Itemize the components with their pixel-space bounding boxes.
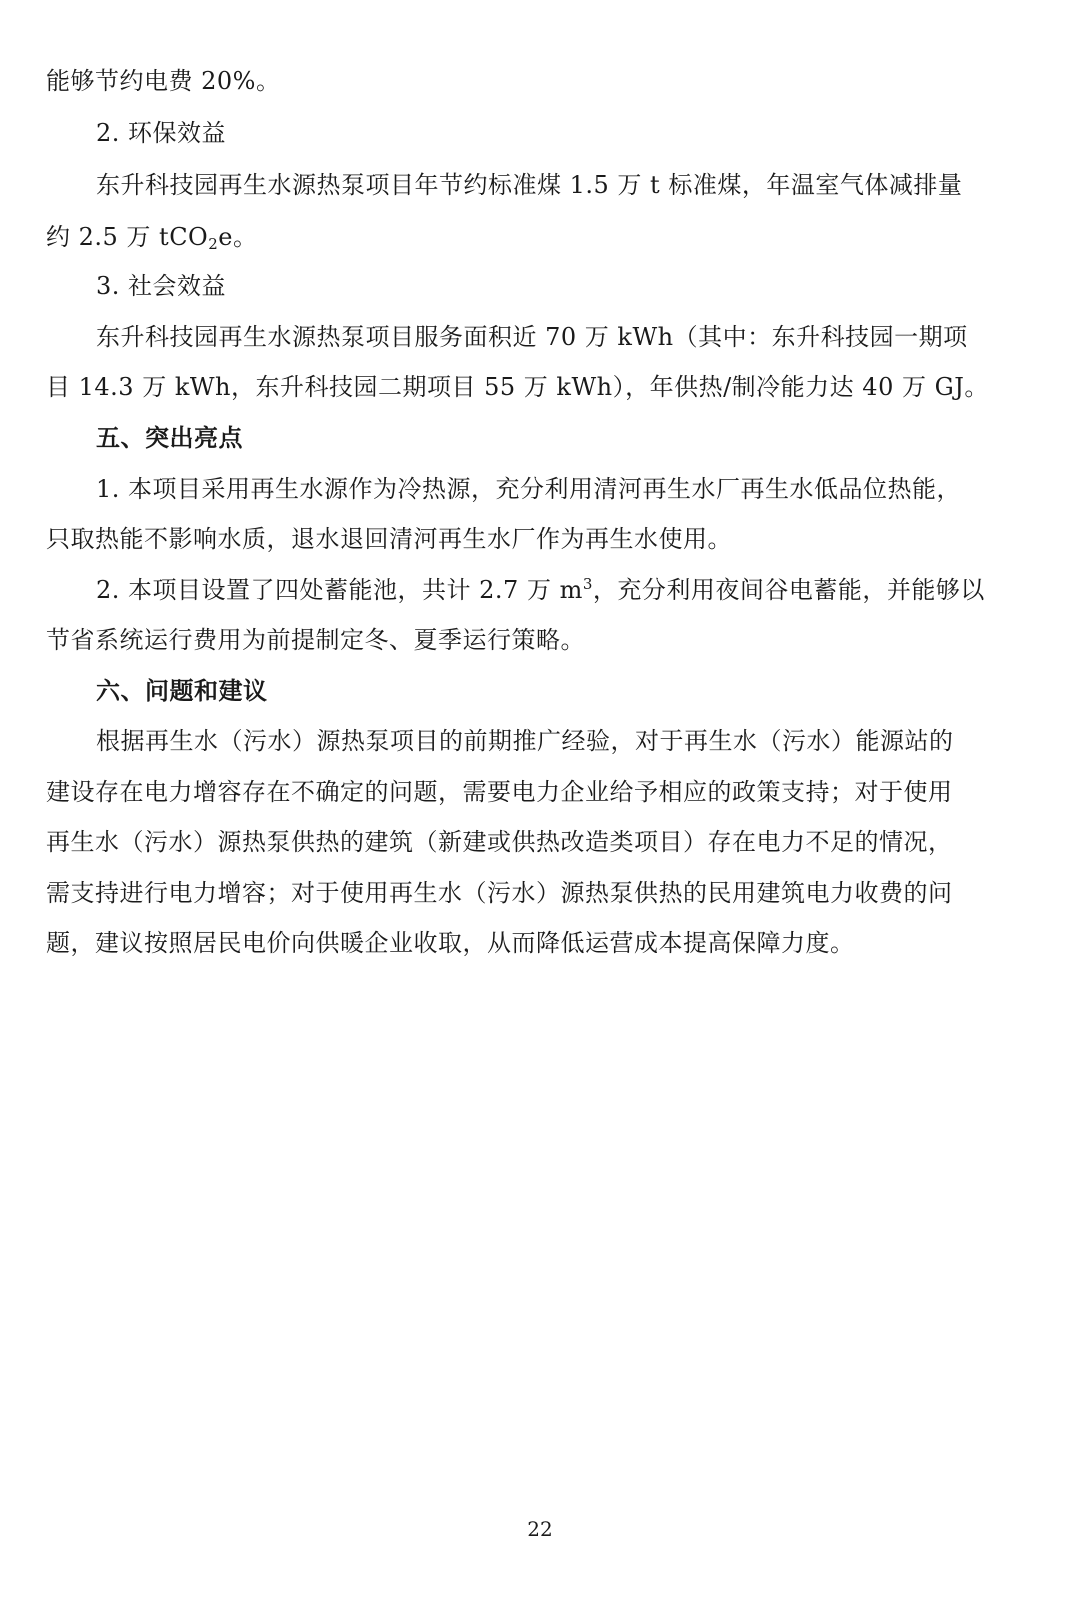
paragraph-line xyxy=(96,726,954,756)
paragraph-line xyxy=(46,524,732,554)
text-span: 东升科技园再生水源热泵项目年节约标准煤 1.5 万 t 标准煤，年温室气体减排量 xyxy=(96,171,963,199)
page-number: 22 xyxy=(527,1517,553,1541)
text-span: 2. 本项目设置了四处蓄能池，共计 2.7 万 m xyxy=(96,576,583,604)
text-span: 东升科技园再生水源热泵项目服务面积近 70 万 kWh（其中：东升科技园一期项 xyxy=(96,323,968,351)
paragraph-line xyxy=(96,322,968,352)
text-span: 建设存在电力增容存在不确定的问题，需要电力企业给予相应的政策支持；对于使用 xyxy=(46,778,953,806)
text-span: 约 2.5 万 tCO xyxy=(46,223,209,251)
paragraph-line xyxy=(46,222,258,252)
paragraph-line xyxy=(46,372,989,402)
text-span: ，充分利用夜间谷电蓄能，并能够以 xyxy=(592,576,985,604)
section-heading xyxy=(96,423,243,453)
superscript: 3 xyxy=(582,575,593,593)
text-span: 题，建议按照居民电价向供暖企业收取，从而降低运营成本提高保障力度。 xyxy=(46,929,855,957)
paragraph-line xyxy=(46,928,855,958)
text-span: 节省系统运行费用为前提制定冬、夏季运行策略。 xyxy=(46,626,585,654)
text-span: 六、问题和建议 xyxy=(96,676,268,705)
text-span: 2. 环保效益 xyxy=(96,119,227,147)
subsection-heading xyxy=(96,271,226,301)
paragraph-line xyxy=(46,777,953,807)
paragraph-line xyxy=(96,474,961,504)
text-span: e。 xyxy=(218,223,258,251)
text-span: 3. 社会效益 xyxy=(96,272,227,300)
text-span: 五、突出亮点 xyxy=(96,423,243,452)
paragraph-line xyxy=(46,878,953,908)
subscript: 2 xyxy=(208,235,219,253)
text-span: 再生水（污水）源热泵供热的建筑（新建或供热改造类项目）存在电力不足的情况， xyxy=(46,828,953,856)
text-span: 能够节约电费 20%。 xyxy=(46,67,281,95)
text-span: 根据再生水（污水）源热泵项目的前期推广经验，对于再生水（污水）能源站的 xyxy=(96,727,954,755)
section-heading xyxy=(96,676,268,706)
text-span: 目 14.3 万 kWh，东升科技园二期项目 55 万 kWh），年供热/制冷能力达 40 万 GJ。 xyxy=(46,373,989,401)
text-span: 只取热能不影响水质，退水退回清河再生水厂作为再生水使用。 xyxy=(46,525,732,553)
text-span: 需支持进行电力增容；对于使用再生水（污水）源热泵供热的民用建筑电力收费的问 xyxy=(46,879,953,907)
paragraph-line xyxy=(96,170,962,200)
paragraph-line xyxy=(46,827,953,857)
paragraph-line xyxy=(96,575,985,605)
paragraph-line xyxy=(46,66,280,96)
subsection-heading xyxy=(96,118,226,148)
paragraph-line xyxy=(46,625,585,655)
text-span: 1. 本项目采用再生水源作为冷热源，充分利用清河再生水厂再生水低品位热能， xyxy=(96,475,962,503)
